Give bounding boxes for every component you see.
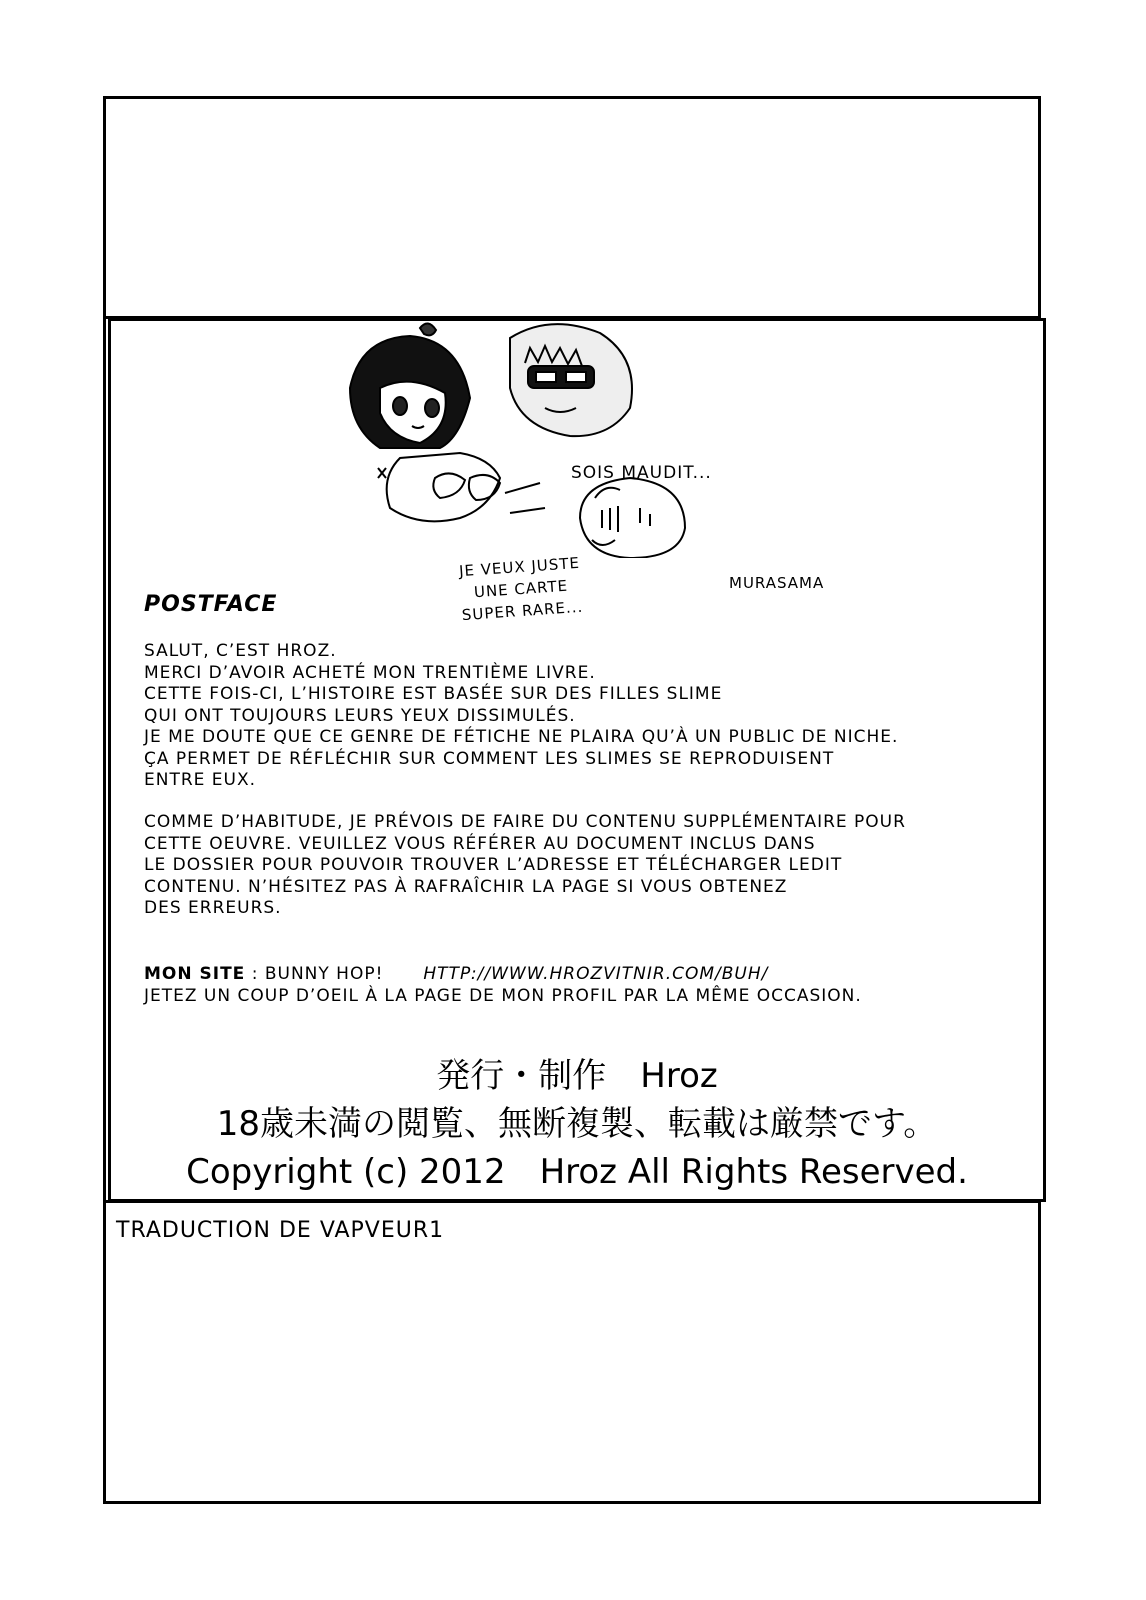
postface-paragraph-1: [144, 641, 1004, 792]
copyright-notice: Copyright (c) 2012 Hroz All Rights Reserved.: [186, 1152, 968, 1192]
publisher-credit: 発行・制作 Hroz: [436, 1056, 718, 1096]
speech-sois-maudit: SOIS MAUDIT...: [571, 463, 712, 483]
site-name: : BUNNY HOP!: [245, 964, 384, 984]
age-restriction-notice: 18歳未満の閲覧、無断複製、転載は厳禁です。: [216, 1104, 938, 1144]
postface-paragraph-2: [144, 812, 1004, 920]
text-line: CETTE FOIS-CI, L’HISTOIRE EST BASÉE SUR DES FILLES SLIME: [144, 684, 723, 704]
site-url-link[interactable]: HTTP://WWW.HROZVITNIR.COM/BUH/: [423, 964, 769, 984]
text-line: CONTENU. N’HÉSITEZ PAS À RAFRAÎCHIR LA PAGE SI VOUS OBTENEZ: [144, 876, 788, 897]
text-line: JE ME DOUTE QUE CE GENRE DE FÉTICHE NE PLAIRA QU’À UN PUBLIC DE NICHE.: [144, 727, 899, 747]
speech-juste-carte: [444, 551, 598, 627]
text-line: COMME D’HABITUDE, JE PRÉVOIS DE FAIRE DU CONTENU SUPPLÉMENTAIRE POUR: [144, 812, 906, 832]
text-line: SALUT, C’EST HROZ.: [144, 641, 337, 661]
chibi-illustration: [340, 318, 700, 558]
site-label: MON SITE: [144, 964, 246, 984]
text-line: QUI ONT TOUJOURS LEURS YEUX DISSIMULÉS.: [144, 705, 576, 726]
site-line-1: [144, 964, 862, 986]
translation-credit: TRADUCTION DE VAPVEUR1: [116, 1218, 445, 1243]
speech-line: JE VEUX JUSTE: [458, 553, 581, 581]
text-line: LE DOSSIER POUR POUVOIR TROUVER L’ADRESSE ET TÉLÉCHARGER LEDIT: [144, 855, 843, 875]
murasama-label: MURASAMA: [729, 574, 825, 592]
text-line: MERCI D’AVOIR ACHETÉ MON TRENTIÈME LIVRE.: [144, 662, 596, 683]
site-line-2: JETEZ UN COUP D’OEIL À LA PAGE DE MON PROFIL PAR LA MÊME OCCASION.: [144, 985, 862, 1006]
site-info: [144, 964, 862, 1007]
speech-line: UNE CARTE: [473, 576, 569, 602]
text-line: ÇA PERMET DE RÉFLÉCHIR SUR COMMENT LES SLIMES SE REPRODUISENT: [144, 748, 835, 769]
postface-title: POSTFACE: [144, 592, 278, 617]
text-line: ENTRE EUX.: [144, 770, 257, 790]
slime-murasama-drawing: [580, 478, 685, 558]
text-line: DES ERREURS.: [144, 898, 282, 918]
speech-line: SUPER RARE...: [461, 597, 584, 625]
text-line: CETTE OEUVRE. VEUILLEZ VOUS RÉFÉRER AU DOCUMENT INCLUS DANS: [144, 833, 816, 854]
masked-figure-drawing: [510, 324, 632, 436]
bottom-divider: [103, 1200, 1041, 1203]
